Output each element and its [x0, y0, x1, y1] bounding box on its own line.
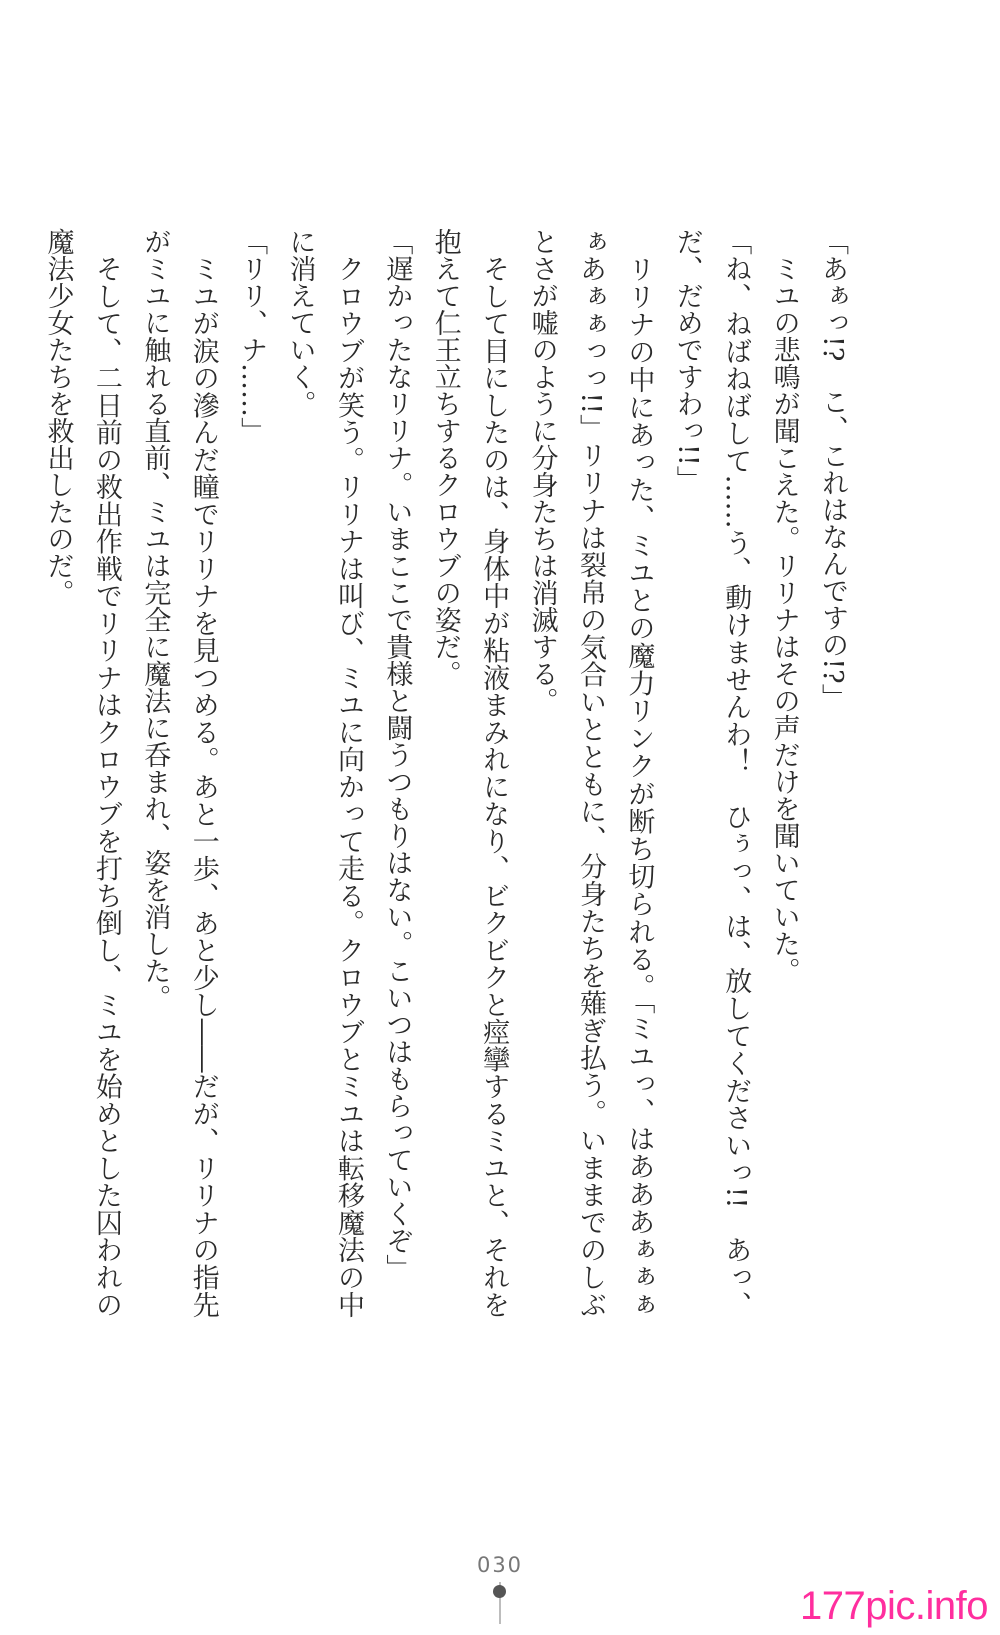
paragraph: 「ね、ねばねばして……う、動けませんわ！ ひぅっ、は、放してくださいっ!! あっ、だ、だめですわっ!!」 [671, 228, 752, 1318]
paragraph: そして目にしたのは、身体中が粘液まみれになり、ビクビクと痙攣するミユと、それを抱えて仁王立ちするクロウブの姿だ。 [429, 228, 510, 1318]
paragraph: ミユの悲鳴が聞こえた。リリナはその声だけを聞いていた。 [768, 228, 800, 984]
paragraph: 「遅かったなリリナ。いまここで貴様と闘うつもりはない。こいつはもらっていくぞ」 [381, 228, 413, 1281]
watermark: 177pic.info [800, 1584, 988, 1628]
paragraph: 「リリ、ナ……」 [236, 228, 268, 444]
page-number: 030 [476, 1553, 524, 1577]
paragraph: ミユが涙の滲んだ瞳でリリナを見つめる。あと一歩、あと少し――だが、リリナの指先がミユに触れる直前、ミユは完全に魔法に呑まれ、姿を消した。 [139, 228, 219, 1318]
page-marker-dot-icon [493, 1585, 506, 1598]
paragraph: 「あぁっ!? こ、これはなんですの!?」 [817, 228, 848, 711]
vertical-body-text [33, 228, 856, 1318]
paragraph: そして、二日前の救出作戦でリリナはクロウブを打ち倒し、ミユを始めとした囚われの魔法少女たちを救出したのだ。 [42, 228, 122, 1318]
paragraph: クロウブが笑う。リリナは叫び、ミユに向かって走る。クロウブとミユは転移魔法の中に消えていく。 [284, 228, 364, 1318]
paragraph: リリナの中にあった、ミユとの魔力リンクが断ち切られる。「ミユっ、はあああぁぁぁぁあぁぁっっ!!」リリナは裂帛の気合いとともに、分身たちを薙ぎ払う。いままでのしぶとさが嘘のように分身たちは消滅する。 [526, 228, 655, 1318]
